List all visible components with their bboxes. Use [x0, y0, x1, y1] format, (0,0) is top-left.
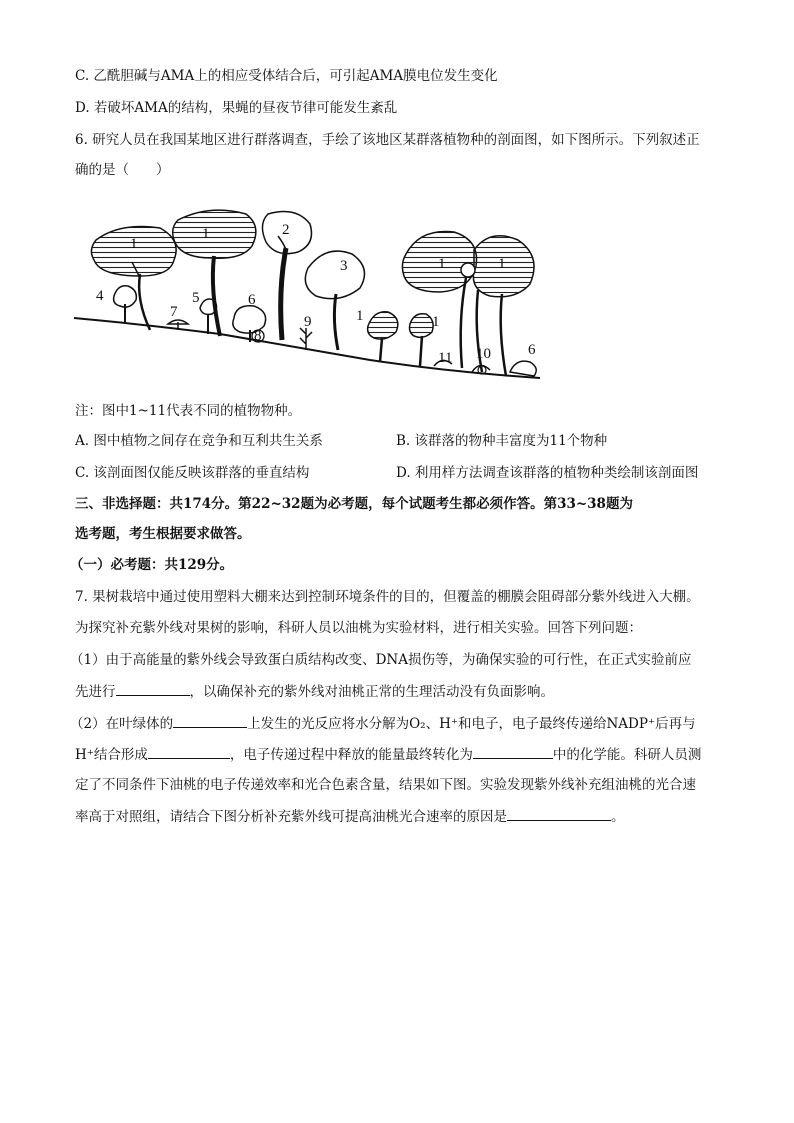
q7-stem-line-2: 为探究补充紫外线对果树的影响，科研人员以油桃为实验材料，进行相关实验。回答下列问题： [75, 620, 642, 636]
label-11: 11 [438, 350, 453, 366]
label-10: 10 [476, 346, 491, 362]
answer-blank-1[interactable] [116, 682, 190, 696]
q7-part-1-text-b: ，以确保补充的紫外线对油桃正常的生理活动没有负面影响。 [189, 684, 554, 700]
q7-part-2-text-e: 中的化学能。科研人员测 [552, 747, 702, 763]
q6-stem-line-1: 6. 研究人员在我国某地区进行群落调查，手绘了该地区某群落植物种的剖面图，如下图所示。下列叙述正 [75, 132, 700, 148]
q7-part-2-text-a: （2）在叶绿体的 [70, 716, 174, 732]
label-8: 8 [254, 328, 262, 344]
q7-stem-line-1: 7. 果树栽培中通过使用塑料大棚来达到控制环境条件的目的，但覆盖的棚膜会阻碍部分紫外线进入大棚。 [75, 589, 700, 605]
q5-option-d: D. 若破坏AMA的结构，果蝇的昼夜节律可能发生紊乱 [75, 100, 398, 116]
plant-community-profile-figure [70, 200, 550, 385]
q7-part-2-text-c: H⁺结合形成 [75, 747, 148, 763]
q7-part-2-text-d: ，电子传递过程中释放的能量最终转化为 [229, 747, 473, 763]
q7-part-2-line-3: 定了不同条件下油桃的电子传递效率和光合色素含量，结果如下图。实验发现紫外线补充组油桃的光合速 [75, 777, 696, 793]
label-1b: 1 [202, 226, 210, 242]
label-7: 7 [170, 304, 178, 320]
label-1c: 1 [356, 308, 364, 324]
q6-stem-line-2: 确的是（ ） [75, 162, 170, 178]
label-6a: 6 [248, 292, 256, 308]
section-3-subheading: （一）必考题：共129分。 [70, 557, 234, 573]
q7-part-2-line-2 [75, 745, 701, 764]
answer-blank-4[interactable] [473, 745, 553, 759]
label-2: 2 [282, 222, 290, 238]
label-1f: 1 [498, 256, 506, 272]
label-1d: 1 [432, 314, 440, 330]
figure-note: 注：图中1~11代表不同的植物物种。 [75, 403, 302, 419]
label-1a: 1 [130, 236, 138, 252]
answer-blank-5[interactable] [507, 807, 611, 821]
q7-part-2-text-f: 率高于对照组，请结合下图分析补充紫外线可提高油桃光合速率的原因是 [75, 809, 507, 825]
label-1e: 1 [438, 256, 446, 272]
q6-option-c: C. 该剖面图仅能反映该群落的垂直结构 [75, 465, 310, 481]
q7-part-1-line-1: （1）由于高能量的紫外线会导致蛋白质结构改变、DNA损伤等，为确保实验的可行性，在正式实验前应 [70, 652, 692, 668]
q5-option-c: C. 乙酰胆碱与AMA上的相应受体结合后，可引起AMA膜电位发生变化 [75, 68, 498, 84]
answer-blank-3[interactable] [148, 745, 230, 759]
q7-part-2-text-g: 。 [611, 809, 625, 825]
q6-option-d: D. 利用样方法调查该群落的植物种类绘制该剖面图 [396, 465, 699, 481]
section-3-heading-line-1: 三、非选择题：共174分。第22~32题为必考题，每个试题考生都必须作答。第33~38题为 [75, 496, 633, 512]
answer-blank-2[interactable] [173, 714, 247, 728]
label-4: 4 [96, 288, 104, 304]
label-5: 5 [192, 290, 200, 306]
q7-part-2-text-b: 上发生的光反应将水分解为O₂、H⁺和电子，电子最终传递给NADP⁺后再与 [247, 716, 696, 732]
label-3: 3 [340, 258, 348, 274]
q7-part-2-line-4 [75, 807, 625, 826]
label-6b: 6 [528, 342, 536, 358]
q7-part-2-line-1 [70, 714, 696, 733]
q6-option-b: B. 该群落的物种丰富度为11个物种 [396, 433, 608, 449]
q6-option-a: A. 图中植物之间存在竞争和互利共生关系 [75, 433, 323, 449]
q7-part-1-text-a: 先进行 [75, 684, 116, 700]
label-9: 9 [304, 314, 312, 330]
q7-part-1-line-2 [75, 682, 554, 701]
section-3-heading-line-2: 选考题，考生根据要求做答。 [75, 526, 251, 542]
